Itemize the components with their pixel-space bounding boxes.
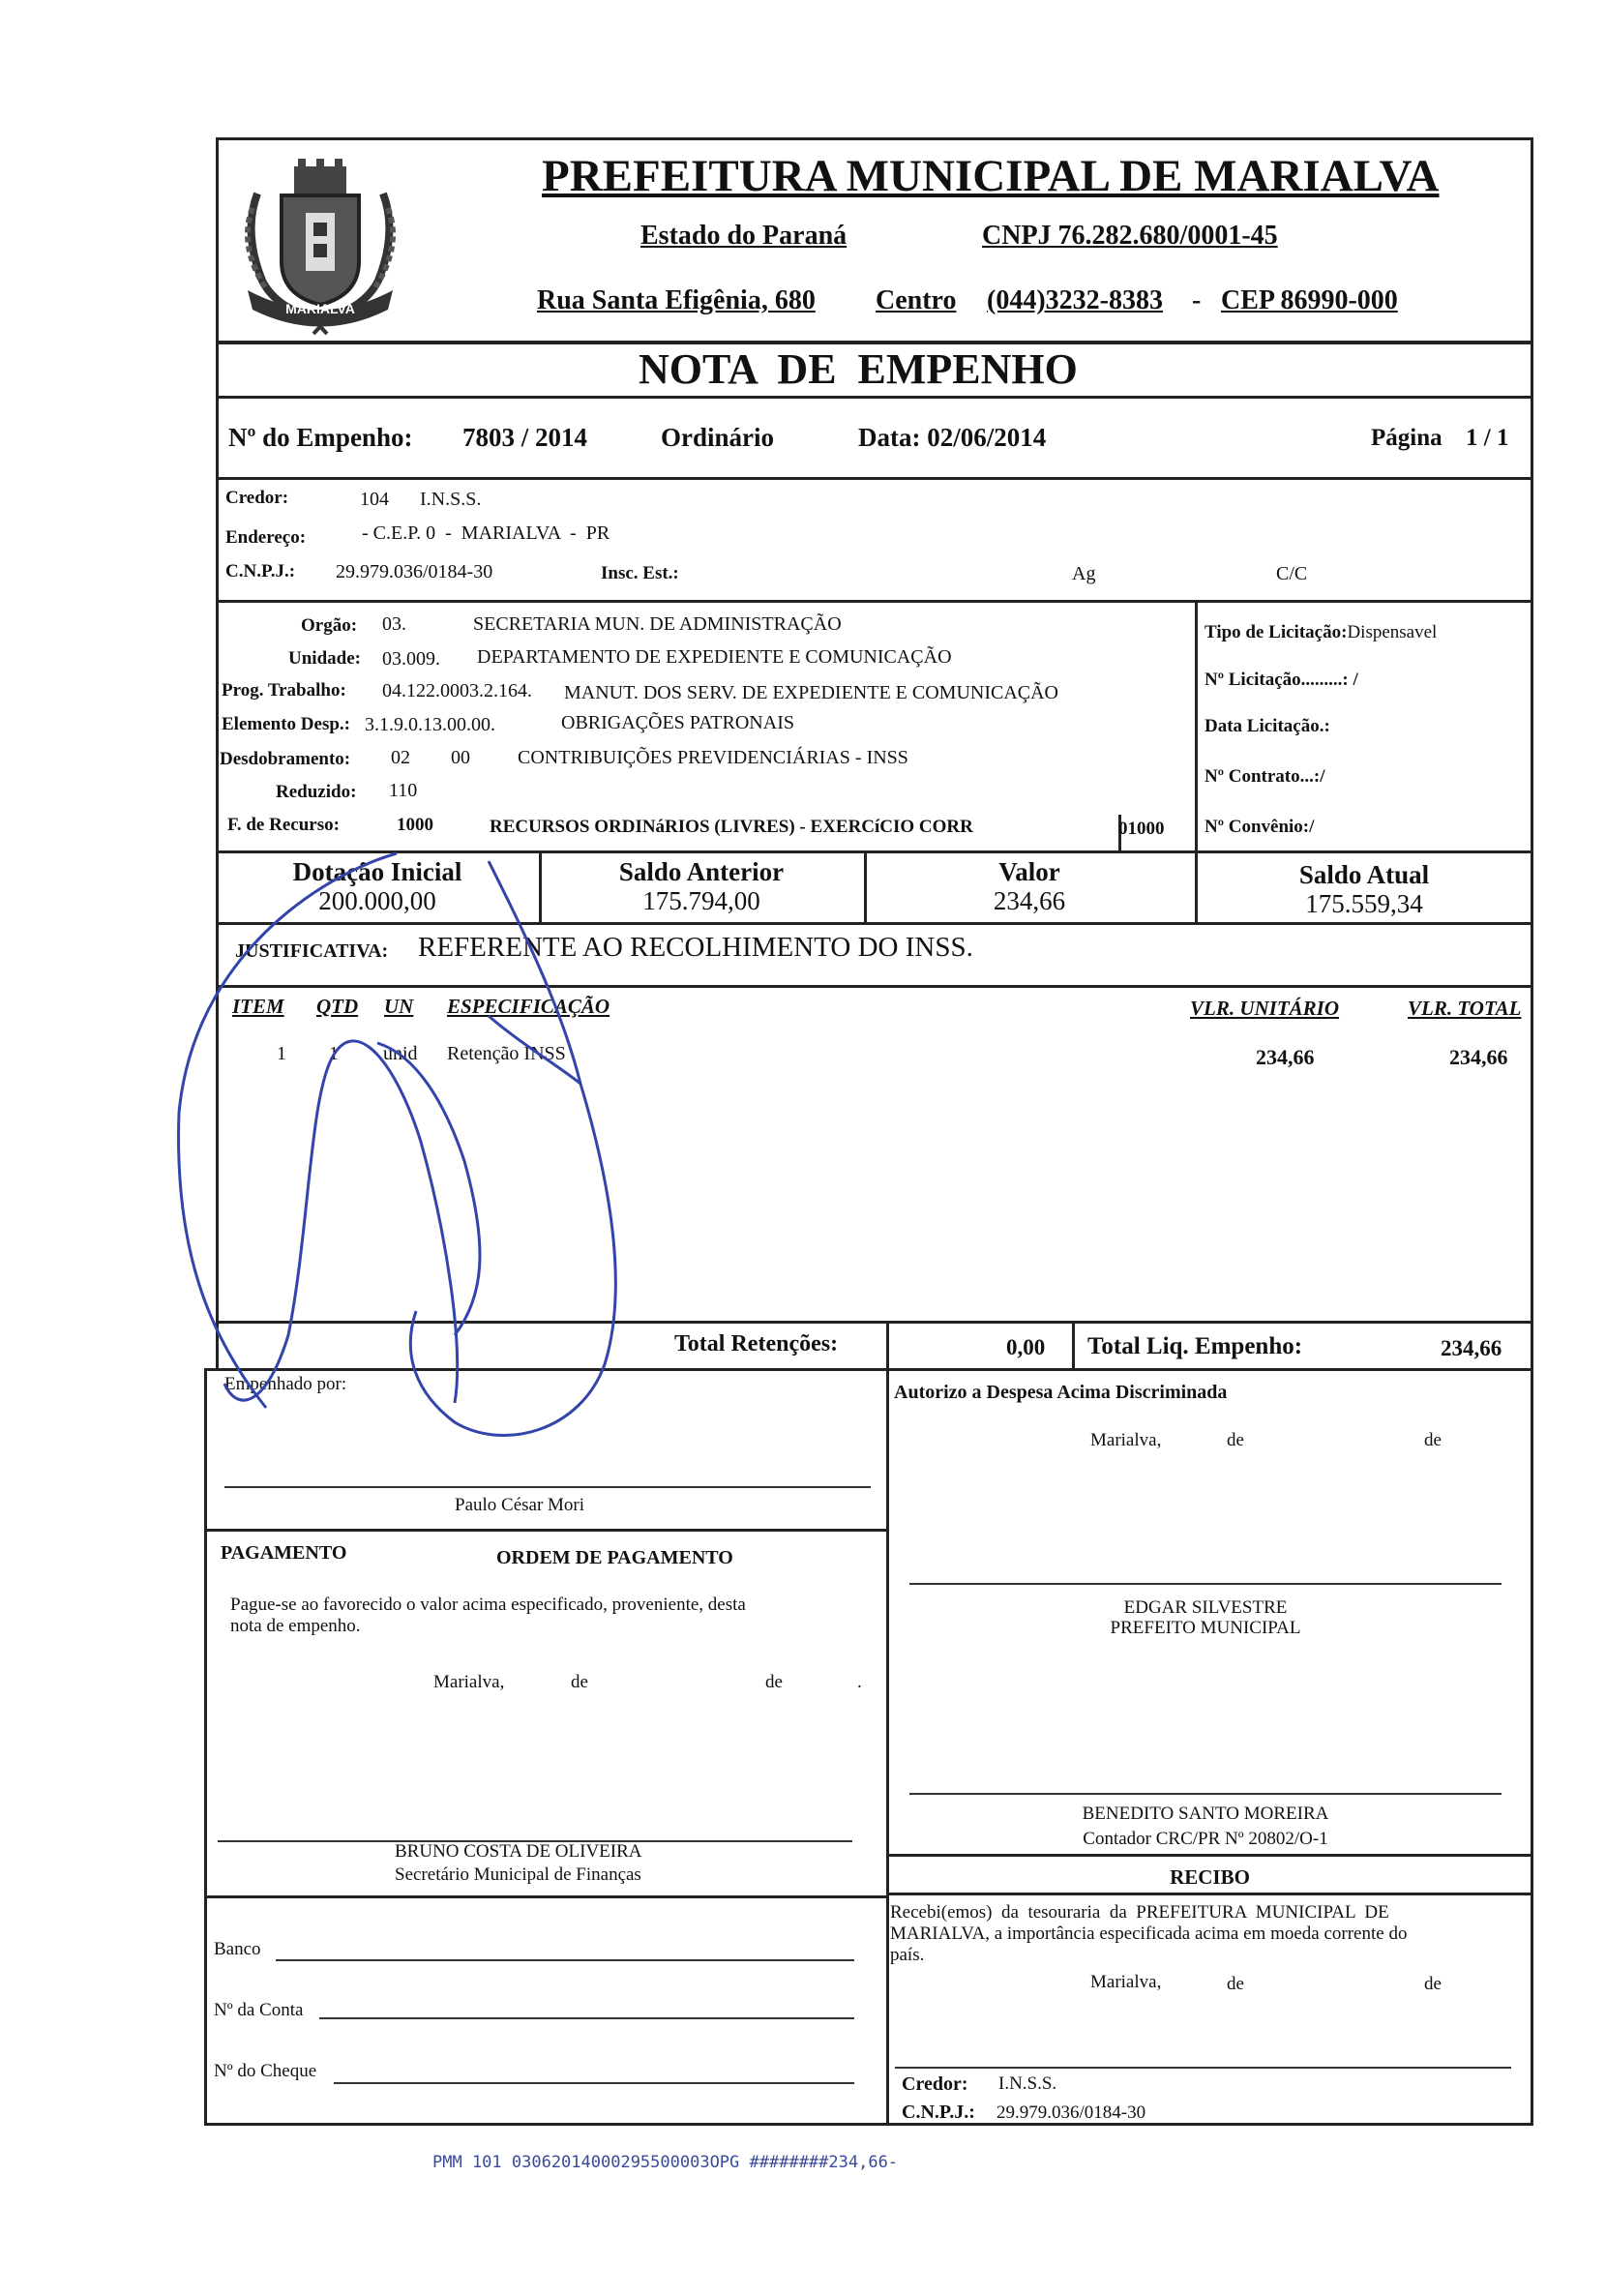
unidade-name: DEPARTAMENTO DE EXPEDIENTE E COMUNICAÇÃO bbox=[477, 646, 952, 668]
row-item: 1 bbox=[277, 1043, 286, 1064]
desd-label: Desdobramento: bbox=[220, 749, 351, 769]
mayor-role: PREFEITO MUNICIPAL bbox=[1110, 1618, 1301, 1638]
prog-label: Prog. Trabalho: bbox=[222, 680, 346, 701]
unidade-label: Unidade: bbox=[288, 648, 361, 669]
recibo-line-2: MARIALVA, a importância especificada acima em moeda corrente do bbox=[890, 1923, 1408, 1944]
col-especificacao: ESPECIFICAÇÃO bbox=[447, 995, 610, 1018]
header-state: Estado do Paraná bbox=[640, 221, 848, 251]
unidade-code: 03.009. bbox=[382, 648, 440, 670]
tipo-licitacao-label: Tipo de Licitação: bbox=[1204, 622, 1348, 642]
col-vlr-unitario: VLR. UNITÁRIO bbox=[1190, 997, 1340, 1020]
autorizo-city: Marialva, bbox=[1090, 1430, 1162, 1450]
credor-code: 104 bbox=[360, 489, 389, 510]
total-liq-label: Total Liq. Empenho: bbox=[1087, 1333, 1303, 1359]
fonte-name: RECURSOS ORDINáRIOS (LIVRES) - EXERCíCIO CORR bbox=[490, 817, 973, 837]
recibo-line-1: Recebi(emos) da tesouraria da PREFEITURA MUNICIPAL DE bbox=[890, 1902, 1389, 1923]
orgao-code: 03. bbox=[382, 613, 406, 635]
autorizo-title: Autorizo a Despesa Acima Discriminada bbox=[894, 1382, 1228, 1403]
cheque-label: Nº do Cheque bbox=[214, 2061, 317, 2081]
credor-cc-label: C/C bbox=[1276, 563, 1308, 584]
desd-code1: 02 bbox=[391, 747, 410, 768]
recibo-de1: de bbox=[1227, 1974, 1244, 1994]
recibo-cnpj-label: C.N.P.J.: bbox=[902, 2102, 975, 2123]
empenhado-name: Paulo César Mori bbox=[455, 1495, 585, 1515]
pagamento-text-1: Pague-se ao favorecido o valor acima especificado, proveniente, desta bbox=[230, 1595, 746, 1615]
justificativa-label: JUSTIFICATIVA: bbox=[235, 940, 389, 962]
page-label: Página bbox=[1371, 425, 1442, 451]
header-cnpj: CNPJ 76.282.680/0001-45 bbox=[982, 221, 1278, 251]
banco-label: Banco bbox=[214, 1939, 261, 1959]
total-retencoes-value: 0,00 bbox=[1006, 1335, 1046, 1359]
desd-code2: 00 bbox=[451, 747, 470, 768]
autorizo-de2: de bbox=[1424, 1430, 1442, 1450]
recibo-cnpj: 29.979.036/0184-30 bbox=[996, 2102, 1146, 2123]
empenhado-label: Empenhado por: bbox=[224, 1374, 347, 1394]
prog-name: MANUT. DOS SERV. DE EXPEDIENTE E COMUNICAÇÃO bbox=[564, 682, 1058, 703]
mayor-name: EDGAR SILVESTRE bbox=[1123, 1597, 1288, 1618]
col-un: UN bbox=[384, 995, 414, 1018]
row-unit: 234,66 bbox=[1256, 1045, 1315, 1069]
recibo-credor-name: I.N.S.S. bbox=[998, 2073, 1057, 2094]
header-address: Rua Santa Efigênia, 680 bbox=[537, 285, 816, 315]
num-contrato: Nº Contrato...:/ bbox=[1204, 766, 1325, 787]
recibo-credor-label: Credor: bbox=[902, 2073, 968, 2095]
pagamento-dot: . bbox=[857, 1672, 862, 1692]
empenho-type: Ordinário bbox=[661, 423, 775, 452]
recibo-city: Marialva, bbox=[1090, 1972, 1162, 1992]
credor-cnpj: 29.979.036/0184-30 bbox=[336, 561, 493, 582]
contador-role: Contador CRC/PR Nº 20802/O-1 bbox=[1083, 1829, 1328, 1849]
empenho-number: 7803 / 2014 bbox=[462, 423, 588, 452]
num-licitacao: Nº Licitação.........: / bbox=[1204, 670, 1358, 690]
elem-code: 3.1.9.0.13.00.00. bbox=[365, 714, 495, 735]
secretario-name: BRUNO COSTA DE OLIVEIRA bbox=[395, 1841, 642, 1862]
elem-label: Elemento Desp.: bbox=[222, 714, 350, 734]
pagamento-title: PAGAMENTO bbox=[221, 1542, 347, 1564]
row-qtd: 1 bbox=[329, 1043, 339, 1064]
saldo-anterior-value: 175.794,00 bbox=[642, 886, 760, 915]
contador-name: BENEDITO SANTO MOREIRA bbox=[1082, 1804, 1329, 1824]
fonte-code: 1000 bbox=[397, 815, 433, 835]
col-item: ITEM bbox=[232, 995, 284, 1018]
row-total: 234,66 bbox=[1449, 1045, 1508, 1069]
credor-insc-label: Insc. Est.: bbox=[601, 563, 679, 583]
dotacao-inicial-value: 200.000,00 bbox=[318, 886, 436, 915]
credor-address: - C.E.P. 0 - MARIALVA - PR bbox=[362, 522, 610, 544]
dotacao-inicial-label: Dotação Inicial bbox=[292, 857, 462, 886]
pagamento-text-2: nota de empenho. bbox=[230, 1616, 361, 1636]
saldo-anterior-label: Saldo Anterior bbox=[618, 857, 785, 886]
valor-value: 234,66 bbox=[993, 886, 1066, 915]
empenho-date: Data: 02/06/2014 bbox=[858, 423, 1047, 452]
orgao-label: Orgão: bbox=[301, 615, 358, 636]
page-title: PREFEITURA MUNICIPAL DE MARIALVA bbox=[542, 151, 1440, 201]
crest-text: MARIALVA bbox=[285, 301, 355, 316]
pagamento-city: Marialva, bbox=[433, 1672, 505, 1692]
header-sep: - bbox=[1192, 285, 1202, 315]
saldo-atual-value: 175.559,34 bbox=[1305, 889, 1423, 918]
credor-label: Credor: bbox=[225, 488, 289, 508]
autorizo-de1: de bbox=[1227, 1430, 1244, 1450]
col-vlr-total: VLR. TOTAL bbox=[1408, 997, 1522, 1020]
fonte-code2: 01000 bbox=[1118, 819, 1165, 839]
recibo-title: RECIBO bbox=[1170, 1865, 1250, 1889]
page-number: 1 / 1 bbox=[1466, 425, 1509, 451]
pagamento-de2: de bbox=[765, 1672, 783, 1692]
reduzido-label: Reduzido: bbox=[276, 782, 357, 802]
secretario-role: Secretário Municipal de Finanças bbox=[395, 1864, 641, 1885]
reduzido-value: 110 bbox=[389, 780, 418, 801]
valor-label: Valor bbox=[998, 857, 1060, 886]
data-licitacao: Data Licitação.: bbox=[1204, 716, 1330, 736]
desd-name: CONTRIBUIÇÕES PREVIDENCIÁRIAS - INSS bbox=[518, 747, 908, 768]
orgao-name: SECRETARIA MUN. DE ADMINISTRAÇÃO bbox=[473, 613, 842, 635]
conta-label: Nº da Conta bbox=[214, 2000, 304, 2020]
justificativa-text: REFERENTE AO RECOLHIMENTO DO INSS. bbox=[418, 932, 973, 963]
col-qtd: QTD bbox=[316, 995, 359, 1018]
credor-address-label: Endereço: bbox=[225, 527, 307, 548]
tipo-licitacao-value: Dispensavel bbox=[1347, 622, 1438, 642]
recibo-de2: de bbox=[1424, 1974, 1442, 1994]
saldo-atual-label: Saldo Atual bbox=[1298, 860, 1430, 889]
empenho-label: Nº do Empenho: bbox=[228, 423, 413, 452]
credor-name: I.N.S.S. bbox=[420, 489, 482, 510]
total-retencoes-label: Total Retenções: bbox=[674, 1331, 839, 1357]
footer-code: PMM 101 03062014000295500003OPG ########234,66- bbox=[432, 2153, 899, 2172]
pagamento-de1: de bbox=[571, 1672, 588, 1692]
header-cep: CEP 86990-000 bbox=[1221, 285, 1398, 315]
num-convenio: Nº Convênio:/ bbox=[1204, 817, 1315, 837]
credor-ag-label: Ag bbox=[1072, 563, 1096, 584]
total-liq-value: 234,66 bbox=[1441, 1336, 1502, 1360]
credor-cnpj-label: C.N.P.J.: bbox=[225, 561, 296, 581]
prog-code: 04.122.0003.2.164. bbox=[382, 680, 532, 701]
row-un: unid bbox=[383, 1043, 418, 1064]
recibo-line-3: país. bbox=[890, 1945, 925, 1965]
header-district: Centro bbox=[876, 285, 957, 315]
ordem-title: ORDEM DE PAGAMENTO bbox=[496, 1547, 733, 1568]
elem-name: OBRIGAÇÕES PATRONAIS bbox=[561, 712, 794, 733]
doc-title: NOTA DE EMPENHO bbox=[639, 345, 1078, 393]
row-desc: Retenção INSS bbox=[447, 1043, 566, 1064]
fonte-label: F. de Recurso: bbox=[227, 815, 340, 835]
header-phone: (044)3232-8383 bbox=[987, 285, 1163, 315]
